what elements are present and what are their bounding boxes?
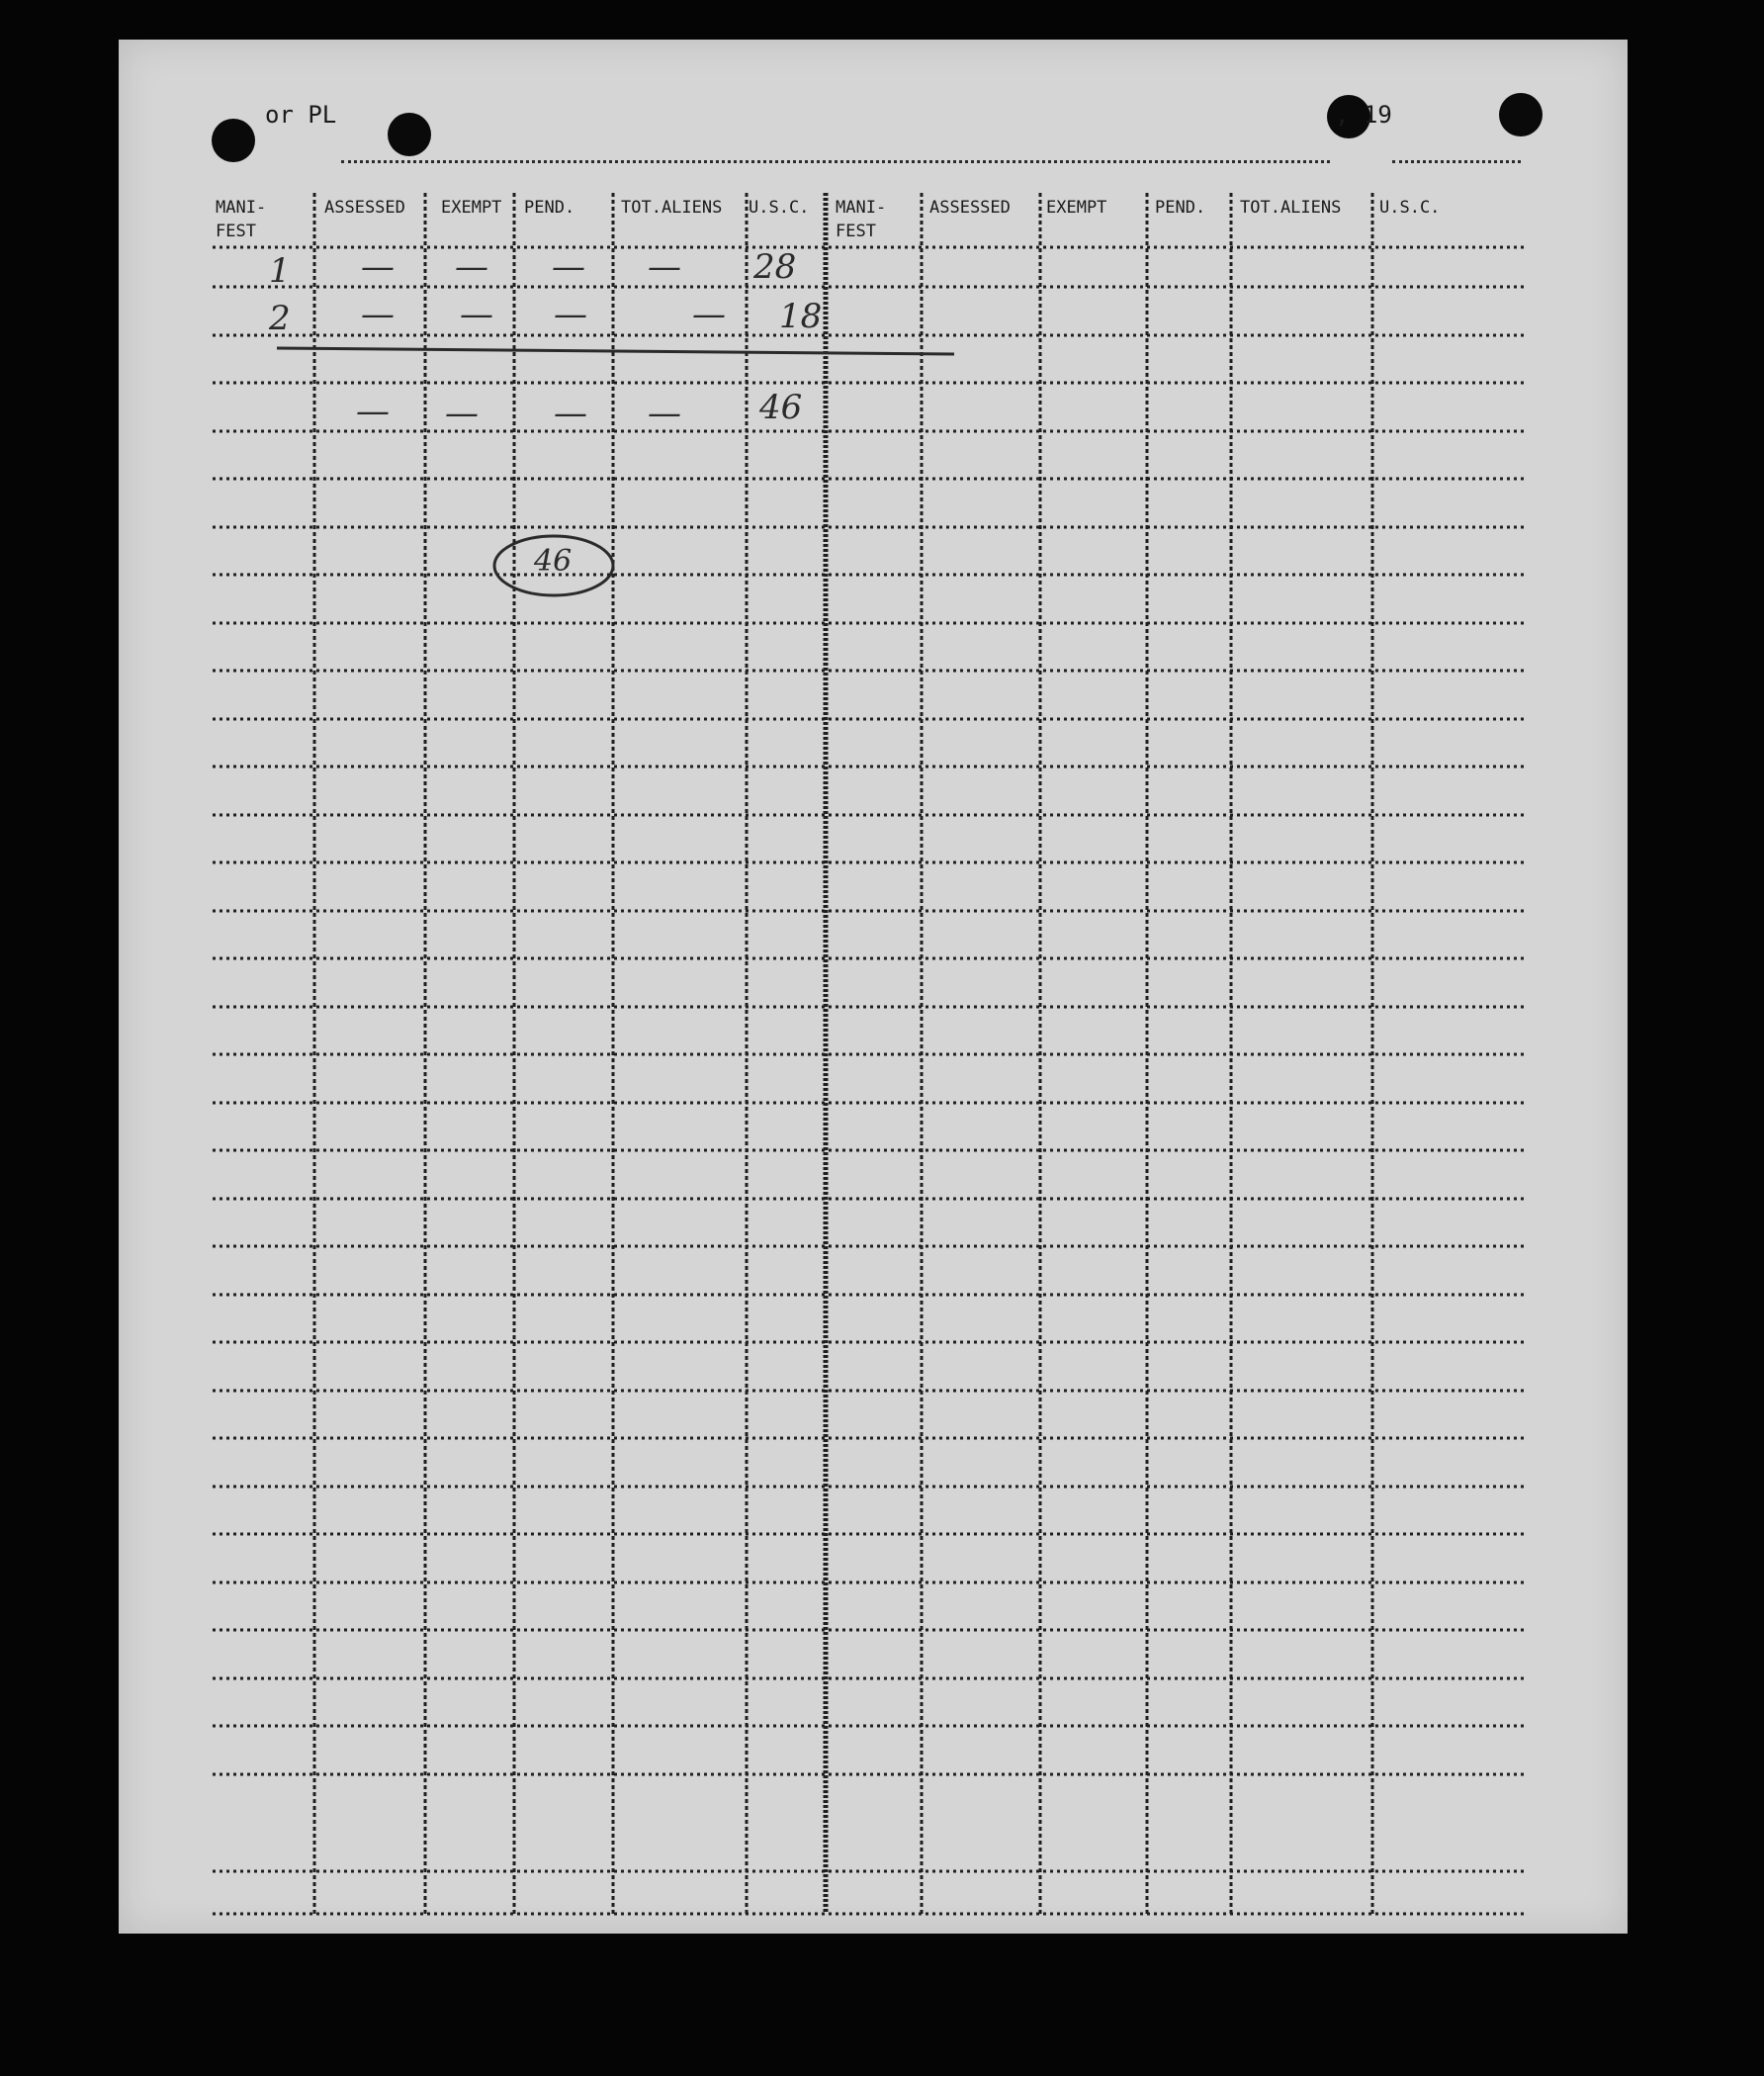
entry-1-exempt: — — [455, 247, 488, 287]
col-header-manifest-left: MANI- FEST — [216, 198, 267, 241]
total-tot-aliens: — — [648, 394, 681, 433]
sum-underline — [277, 348, 954, 354]
entry-1-usc: 28 — [753, 247, 797, 287]
col-header-exempt-left: EXEMPT — [441, 198, 502, 218]
total-assessed: — — [356, 392, 390, 431]
total-pend: — — [554, 394, 587, 433]
entry-2-pend: — — [554, 295, 587, 334]
entry-2-manifest: 2 — [269, 299, 291, 338]
total-usc: 46 — [759, 388, 803, 427]
col-header-pend-right: PEND. — [1155, 198, 1206, 218]
col-header-usc-left: U.S.C. — [749, 198, 810, 218]
col-header-totaliens-right: TOT.ALIENS — [1240, 198, 1342, 218]
col-header-totaliens-left: TOT.ALIENS — [621, 198, 723, 218]
col-header-exempt-right: EXEMPT — [1046, 198, 1107, 218]
year-label: , 19 — [1335, 101, 1392, 129]
entry-2-assessed: — — [361, 295, 395, 334]
entry-2-tot-aliens: — — [692, 295, 726, 334]
entry-1-pend: — — [552, 247, 585, 287]
entry-2-usc: 18 — [779, 297, 823, 336]
total-exempt: — — [445, 394, 479, 433]
entry-2-exempt: — — [460, 295, 493, 334]
col-header-usc-right: U.S.C. — [1379, 198, 1441, 218]
entry-1-assessed: — — [361, 247, 395, 287]
col-header-pend-left: PEND. — [524, 198, 575, 218]
entry-1-tot-aliens: — — [648, 247, 681, 287]
entry-1-manifest: 1 — [269, 251, 291, 291]
col-header-assessed-right: ASSESSED — [929, 198, 1011, 218]
port-prefix-label: or PL — [265, 101, 337, 129]
circled-total: 46 — [534, 544, 573, 579]
col-header-assessed-left: ASSESSED — [324, 198, 405, 218]
col-header-manifest-right: MANI- FEST — [836, 198, 887, 241]
